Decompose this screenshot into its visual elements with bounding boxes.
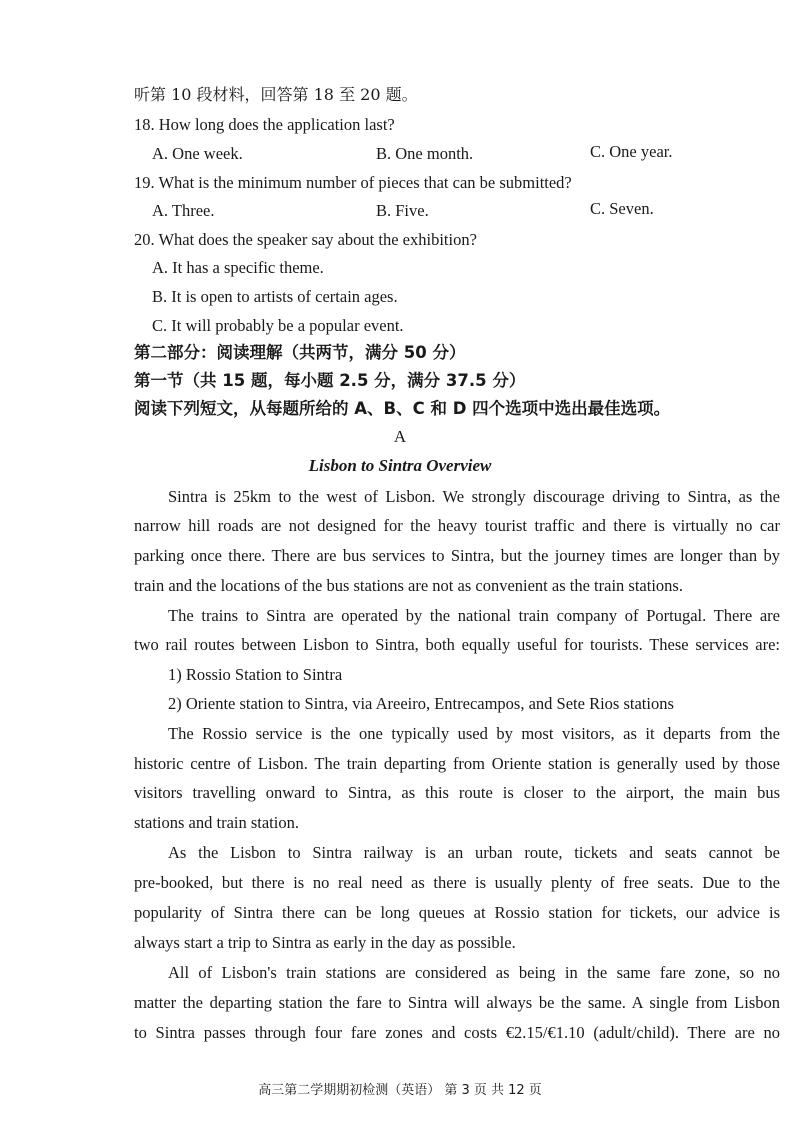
paragraph-line: matter the departing station the fare to Sintra will always be the same. A single from Lisbon: [134, 993, 780, 1012]
paragraph-line: popularity of Sintra there can be long queues at Rossio station for tickets, our advice is: [134, 903, 780, 922]
question-19-option-a: A. Three.: [152, 201, 215, 220]
page-footer: 高三第二学期期初检测（英语） 第 3 页 共 12 页: [258, 1083, 542, 1098]
paragraph-line: As the Lisbon to Sintra railway is an urban route, tickets and seats cannot be: [168, 843, 780, 862]
question-20-stem: 20. What does the speaker say about the exhibition?: [134, 230, 477, 249]
question-20-option-c: C. It will probably be a popular event.: [152, 316, 404, 335]
reading-directions: 阅读下列短文，从每题所给的 A、B、C 和 D 四个选项中选出最佳选项。: [134, 399, 671, 418]
paragraph-line: narrow hill roads are not designed for the heavy tourist traffic and there is virtually no car: [134, 516, 780, 535]
paragraph-line: The trains to Sintra are operated by the national train company of Portugal. There are: [168, 606, 780, 625]
question-18-stem: 18. How long does the application last?: [134, 115, 395, 134]
question-19-stem: 19. What is the minimum number of pieces that can be submitted?: [134, 173, 572, 192]
question-18-option-c: C. One year.: [590, 142, 673, 161]
paragraph-line: to Sintra passes through four fare zones and costs €2.15/€1.10 (adult/child). There are no: [134, 1023, 780, 1042]
question-20-option-b: B. It is open to artists of certain ages.: [152, 287, 398, 306]
list-item: 2) Oriente station to Sintra, via Areeiro, Entrecampos, and Sete Rios stations: [168, 694, 674, 713]
paragraph-line: All of Lisbon's train stations are considered as being in the same fare zone, so no: [168, 963, 780, 982]
paragraph-line: two rail routes between Lisbon to Sintra, both equally useful for tourists. These services are:: [134, 635, 780, 654]
part-two-heading: 第二部分：阅读理解（共两节，满分 50 分）: [134, 343, 466, 362]
passage-title: Lisbon to Sintra Overview: [308, 456, 492, 475]
paragraph-line: Sintra is 25km to the west of Lisbon. We strongly discourage driving to Sintra, as the: [168, 487, 780, 506]
list-item: 1) Rossio Station to Sintra: [168, 665, 343, 684]
section-one-heading: 第一节（共 15 题，每小题 2.5 分，满分 37.5 分）: [134, 371, 526, 390]
paragraph-line: historic centre of Lisbon. The train departing from Oriente station is generally used by those: [134, 754, 780, 773]
question-20-option-a: A. It has a specific theme.: [152, 258, 324, 277]
paragraph-line: always start a trip to Sintra as early in the day as possible.: [134, 933, 516, 952]
paragraph-line: parking once there. There are bus services to Sintra, but the journey times are longer than by: [134, 546, 780, 565]
question-19-option-b: B. Five.: [376, 201, 429, 220]
question-18-option-a: A. One week.: [152, 144, 243, 163]
paragraph-line: train and the locations of the bus stations are not as convenient as the train stations.: [134, 576, 683, 595]
paragraph-line: The Rossio service is the one typically used by most visitors, as it departs from the: [168, 724, 780, 743]
listening-instruction: 听第 10 段材料，回答第 18 至 20 题。: [134, 85, 418, 104]
paragraph-line: stations and train station.: [134, 813, 299, 832]
passage-label: A: [393, 427, 407, 446]
paragraph-line: visitors travelling onward to Sintra, as this route is closer to the airport, the main bus: [134, 783, 780, 802]
question-18-option-b: B. One month.: [376, 144, 474, 163]
question-19-option-c: C. Seven.: [590, 199, 654, 218]
paragraph-line: pre-booked, but there is no real need as there is usually plenty of free seats. Due to the: [134, 873, 780, 892]
